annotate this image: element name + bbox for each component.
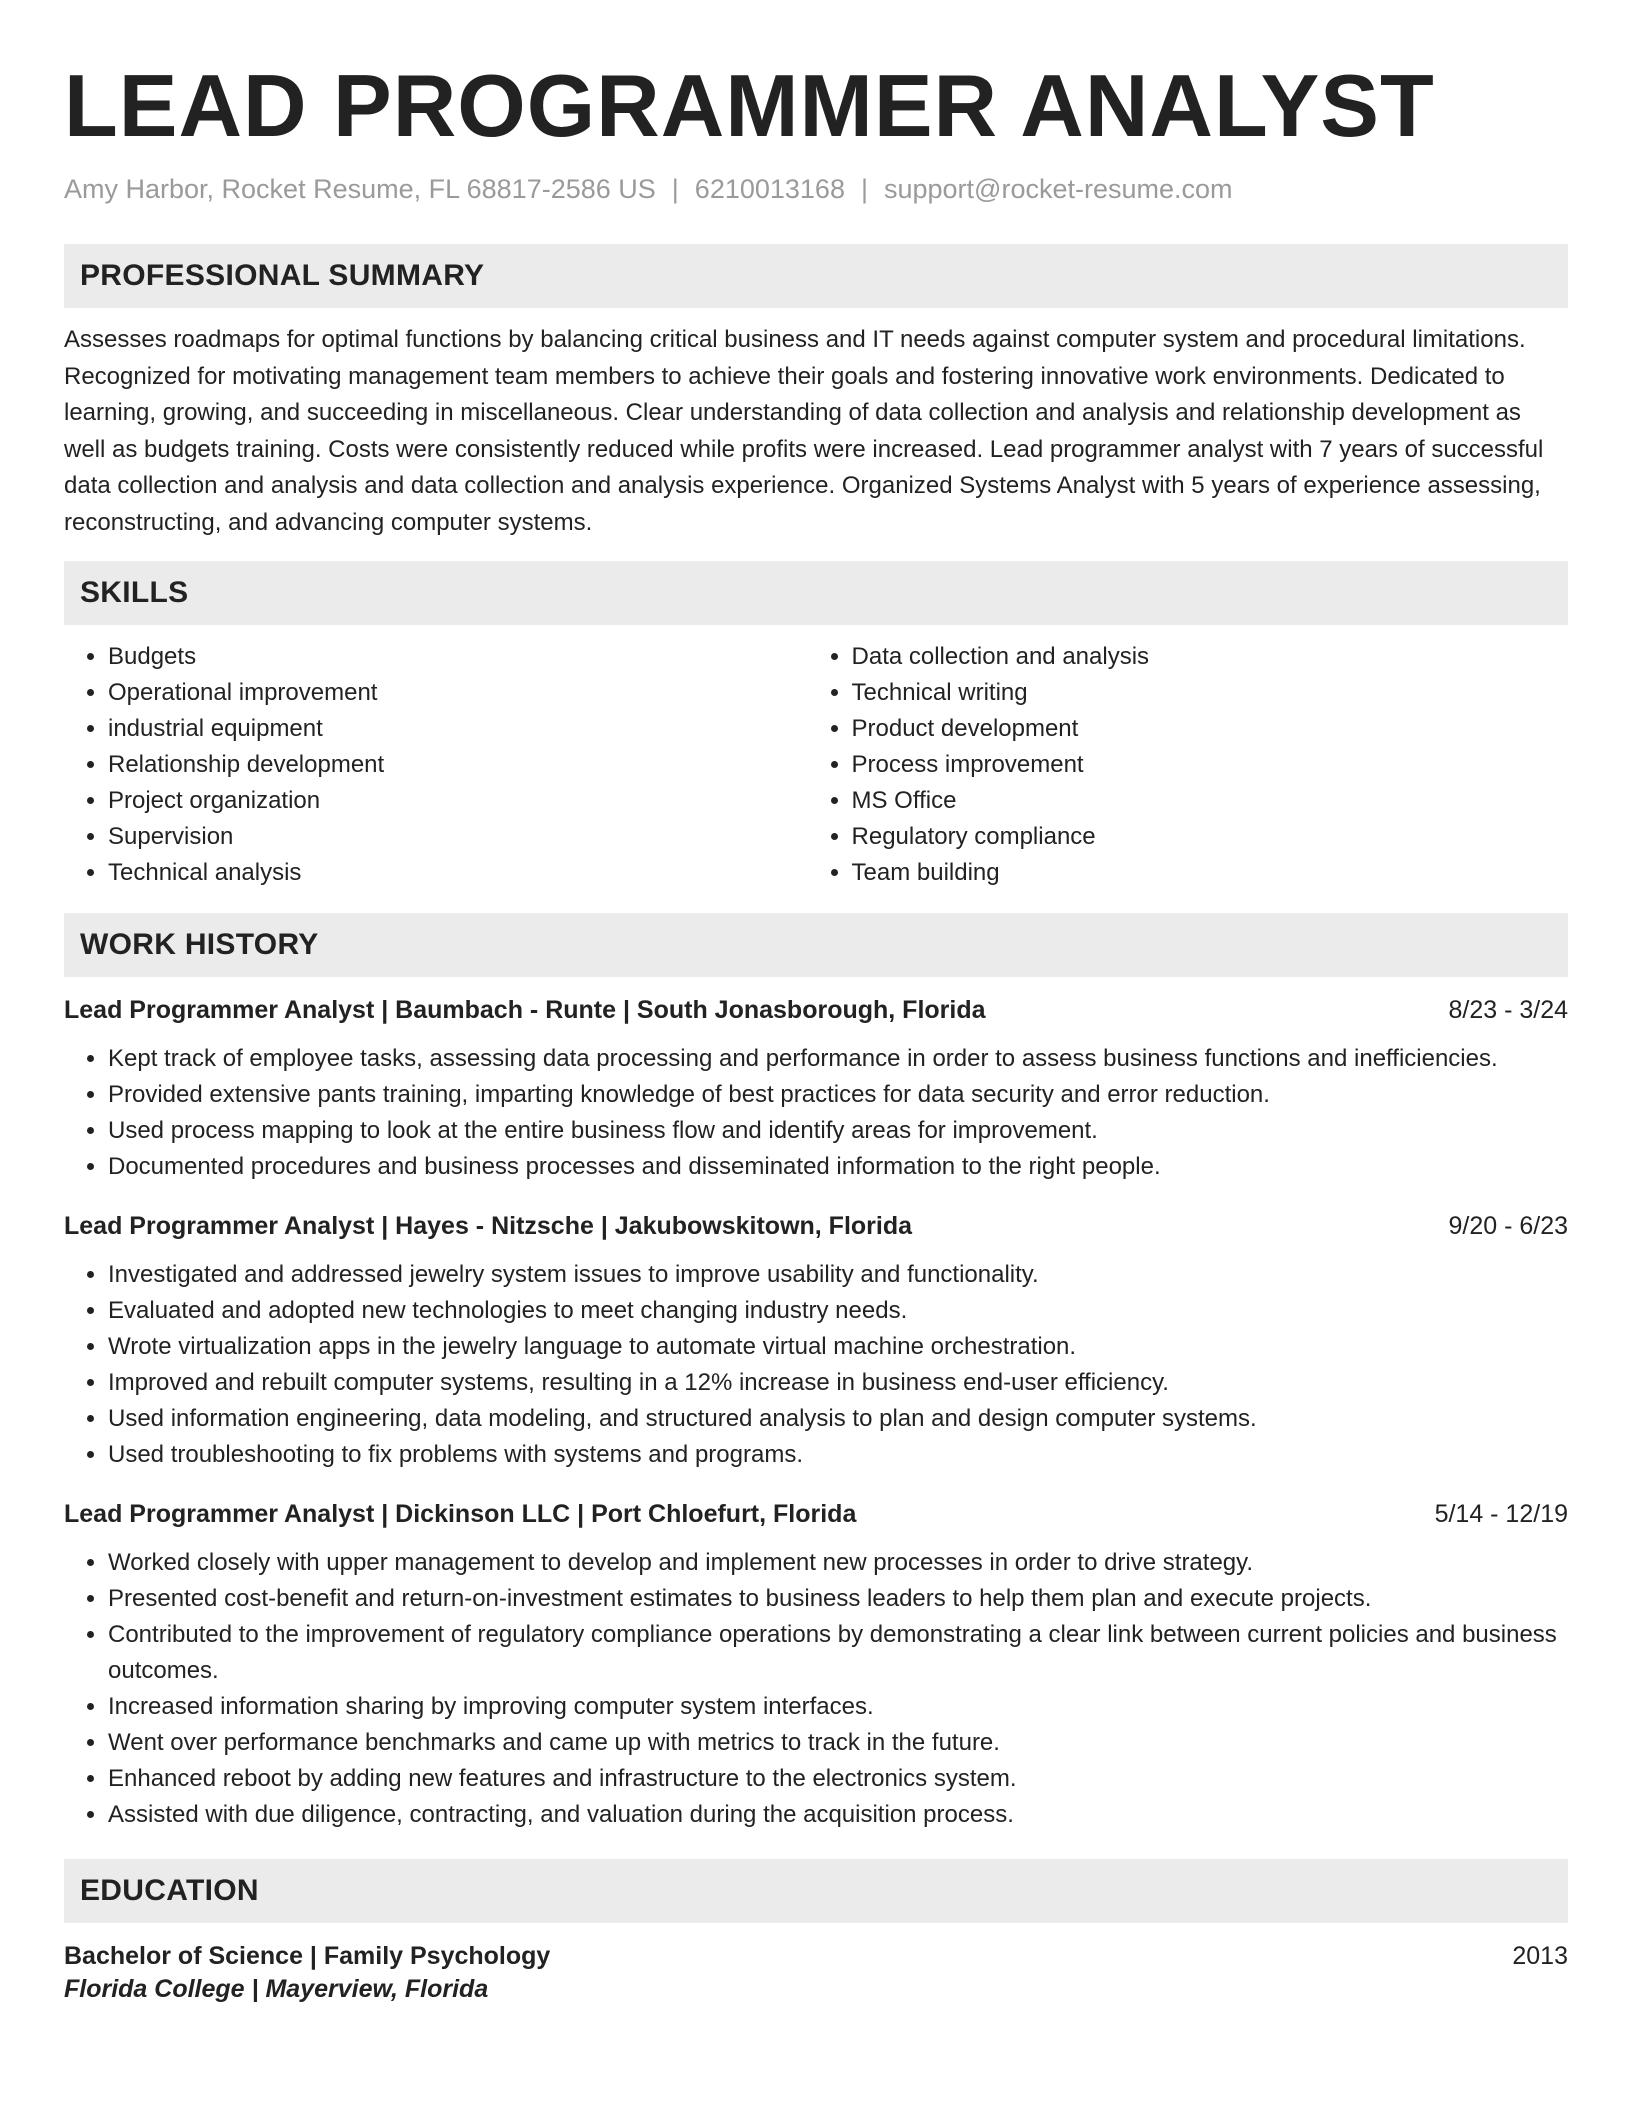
job-bullet: • Used troubleshooting to fix problems with systems and programs. — [108, 1437, 1568, 1473]
job-bullets — [64, 1545, 1568, 1833]
job-bullet: • Investigated and addressed jewelry system issues to improve usability and functionality. — [108, 1257, 1568, 1293]
skill-item: • MS Office — [852, 783, 1568, 819]
job-bullet: • Contributed to the improvement of regulatory compliance operations by demonstrating a clear link between current policies and business outcomes. — [108, 1617, 1568, 1689]
job-bullet: • Evaluated and adopted new technologies to meet changing industry needs. — [108, 1293, 1568, 1329]
job-header — [64, 1497, 1568, 1531]
summary-text: Assesses roadmaps for optimal functions by balancing critical business and IT needs against computer system and procedural limitations. Recognized for motivating management team members to achieve their goals and fostering innovative work environments. Dedicated to learning, growing, and succeeding in miscellaneous. Clear understanding of data collection and analysis and relationship development as well as budgets training. Costs were consistently reduced while profits were increased. Lead programmer analyst with 7 years of successful data collection and analysis and data collection and analysis experience. Organized Systems Analyst with 5 years of experience assessing, reconstructing, and advancing computer systems. — [64, 326, 1544, 536]
contact-address: Amy Harbor, Rocket Resume, FL 68817-2586 US — [64, 174, 656, 205]
education-school: Florida College | Mayerview, Florida — [64, 1975, 489, 2004]
job-header — [64, 993, 1568, 1027]
skill-item: • industrial equipment — [108, 711, 808, 747]
skill-item: • Budgets — [108, 639, 808, 675]
job-header — [64, 1209, 1568, 1243]
skill-item: • Product development — [852, 711, 1568, 747]
skill-item: • Supervision — [108, 819, 808, 855]
skill-item: • Technical writing — [852, 675, 1568, 711]
education-degree: Bachelor of Science | Family Psychology — [64, 1942, 551, 1971]
contact-separator: | — [671, 174, 679, 205]
contact-line — [64, 174, 1568, 205]
skills-list — [64, 639, 1568, 891]
contact-separator: | — [860, 174, 868, 205]
job-bullet: • Documented procedures and business processes and disseminated information to the right people. — [108, 1149, 1568, 1185]
skill-item: • Technical analysis — [108, 855, 808, 891]
contact-email[interactable]: support@rocket-resume.com — [883, 174, 1233, 205]
skills-heading: SKILLS — [64, 561, 1568, 625]
job-dates: 9/20 - 6/23 — [1448, 1212, 1568, 1241]
job-bullet: • Increased information sharing by improving computer system interfaces. — [108, 1689, 1568, 1725]
education-heading: EDUCATION — [64, 1859, 1568, 1923]
education-header — [64, 1939, 1568, 1973]
job-bullet: • Assisted with due diligence, contracting, and valuation during the acquisition process. — [108, 1797, 1568, 1833]
skill-item: • Process improvement — [852, 747, 1568, 783]
job-entry — [64, 993, 1568, 1185]
skill-item: • Relationship development — [108, 747, 808, 783]
job-bullet: • Used process mapping to look at the entire business flow and identify areas for improvement. — [108, 1113, 1568, 1149]
summary-heading: PROFESSIONAL SUMMARY — [64, 244, 1568, 308]
skill-item: • Team building — [852, 855, 1568, 891]
job-bullet: • Enhanced reboot by adding new features and infrastructure to the electronics system. — [108, 1761, 1568, 1797]
job-bullet: • Improved and rebuilt computer systems, resulting in a 12% increase in business end-user efficiency. — [108, 1365, 1568, 1401]
job-bullet: • Kept track of employee tasks, assessing data processing and performance in order to assess business functions and inefficiencies. — [108, 1041, 1568, 1077]
job-bullet: • Provided extensive pants training, imparting knowledge of best practices for data security and error reduction. — [108, 1077, 1568, 1113]
job-bullet: • Wrote virtualization apps in the jewelry language to automate virtual machine orchestration. — [108, 1329, 1568, 1365]
contact-phone: 6210013168 — [694, 174, 845, 205]
job-bullet: • Went over performance benchmarks and came up with metrics to track in the future. — [108, 1725, 1568, 1761]
job-bullets — [64, 1257, 1568, 1473]
job-bullet: • Worked closely with upper management to develop and implement new processes in order to drive strategy. — [108, 1545, 1568, 1581]
work-history-heading: WORK HISTORY — [64, 913, 1568, 977]
skill-item: • Operational improvement — [108, 675, 808, 711]
skills-column-left — [64, 639, 808, 891]
job-title: Lead Programmer Analyst | Dickinson LLC | Port Chloefurt, Florida — [64, 1500, 857, 1529]
skill-item: • Regulatory compliance — [852, 819, 1568, 855]
job-entry — [64, 1497, 1568, 1833]
job-title: Lead Programmer Analyst | Baumbach - Runte | South Jonasborough, Florida — [64, 996, 986, 1025]
skills-column-right — [808, 639, 1568, 891]
skill-item: • Project organization — [108, 783, 808, 819]
job-dates: 8/23 - 3/24 — [1448, 996, 1568, 1025]
job-bullet: • Presented cost-benefit and return-on-investment estimates to business leaders to help them plan and execute projects. — [108, 1581, 1568, 1617]
job-bullets — [64, 1041, 1568, 1185]
job-entry — [64, 1209, 1568, 1473]
job-title: Lead Programmer Analyst | Hayes - Nitzsche | Jakubowskitown, Florida — [64, 1212, 913, 1241]
job-dates: 5/14 - 12/19 — [1434, 1500, 1568, 1529]
resume-title: LEAD PROGRAMMER ANALYST — [64, 56, 1435, 155]
skill-item: • Data collection and analysis — [852, 639, 1568, 675]
job-bullet: • Used information engineering, data modeling, and structured analysis to plan and design computer systems. — [108, 1401, 1568, 1437]
education-year: 2013 — [1512, 1942, 1568, 1971]
